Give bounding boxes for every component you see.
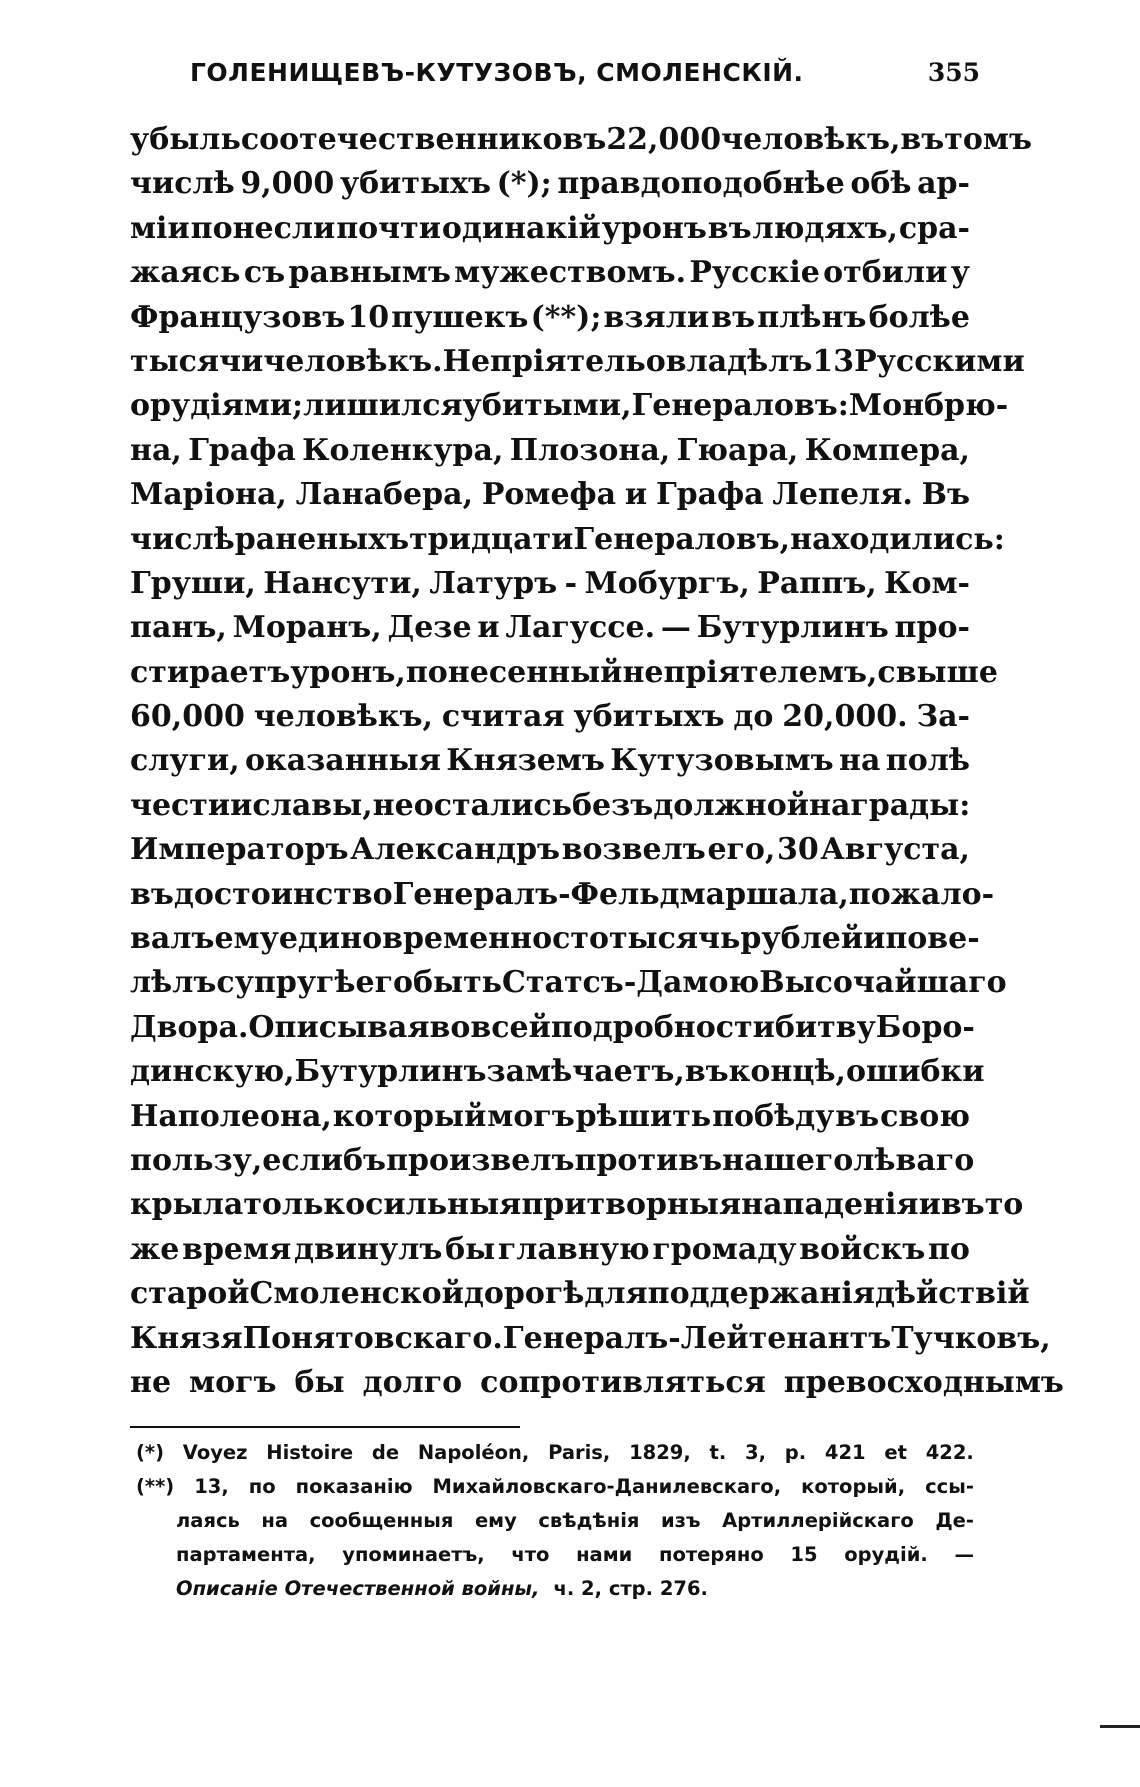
word: мужествомъ. — [454, 255, 687, 291]
word: Ромефа — [481, 477, 617, 513]
word: числѣ — [130, 521, 235, 557]
word: главную — [497, 1231, 650, 1267]
word: въ — [900, 122, 945, 157]
text-line — [130, 384, 1009, 428]
word: замѣчаетъ, — [486, 1054, 685, 1090]
word: Бутурлинъ — [696, 610, 889, 646]
footnote-word: упоминаетъ, — [342, 1543, 485, 1566]
word: единовременно — [278, 921, 553, 957]
text-line — [130, 1361, 1064, 1405]
text-line — [130, 473, 970, 517]
footnote-2-line — [136, 1504, 974, 1538]
word: лишился — [303, 388, 463, 424]
footnote-word: ему — [474, 1509, 517, 1532]
word: ему — [214, 921, 279, 957]
word: Генераловъ, — [573, 521, 791, 557]
footnote-word: Histoire — [266, 1441, 354, 1464]
word: съ — [243, 255, 286, 291]
word: Генералъ-Лейтенантъ — [502, 1320, 892, 1356]
word: почти — [336, 210, 441, 246]
footnote-word: что — [511, 1543, 550, 1566]
text-line — [130, 1183, 1024, 1227]
word: Раппъ, — [757, 565, 877, 601]
word: пожало- — [848, 876, 995, 912]
text-line — [130, 651, 998, 695]
word: обѣ — [850, 166, 912, 202]
footnote-word: Артиллерійскаго — [722, 1509, 914, 1532]
text-line — [130, 1228, 970, 1272]
footnote-word: 1829, — [629, 1441, 691, 1464]
word: подробности — [550, 1009, 775, 1045]
word: крыла — [130, 1187, 244, 1223]
word: Фельдмаршала, — [570, 876, 849, 912]
word: свою — [880, 1098, 970, 1134]
word: который — [332, 1098, 487, 1134]
word: Французовъ — [130, 299, 346, 335]
word: — — [660, 610, 691, 646]
word: Компера, — [804, 432, 970, 468]
word: Груши, — [130, 565, 256, 601]
word: Ланабера, — [295, 477, 474, 513]
word: одинакій — [441, 210, 601, 246]
footnote-word: орудій. — [844, 1543, 928, 1566]
word: числѣ — [130, 166, 235, 202]
footnote-word: 13, — [194, 1475, 229, 1498]
word: концѣ, — [728, 1054, 847, 1090]
text-line — [130, 784, 970, 828]
word: его, — [707, 832, 776, 868]
text-line — [130, 695, 970, 739]
word: и — [230, 787, 253, 823]
footnote-word: нами — [576, 1543, 633, 1566]
footnote-word: et — [884, 1441, 907, 1464]
word: убитыхъ — [339, 166, 491, 202]
word: непріятелемъ, — [622, 654, 878, 690]
word: убитыхъ — [573, 699, 725, 735]
word: бы — [294, 1364, 345, 1400]
word: Плозона, — [509, 432, 671, 468]
word: Графа — [188, 432, 296, 468]
word: тысячь — [608, 921, 741, 957]
text-line — [130, 961, 1007, 1005]
word: притворныя — [521, 1187, 742, 1223]
word: чести — [130, 787, 231, 823]
word: 9,000 — [240, 166, 335, 202]
word: долго — [362, 1364, 463, 1400]
footnote-word: de — [371, 1441, 400, 1464]
word: - — [558, 876, 571, 912]
word: понесли — [190, 210, 336, 246]
footnote-word: свѣдѣнія — [538, 1509, 640, 1532]
word: нападенія — [741, 1187, 919, 1223]
word: Статсъ-Дамою — [502, 965, 760, 1001]
word: Ком- — [884, 565, 970, 601]
footnote-word: Paris, — [548, 1441, 611, 1464]
word: и — [624, 477, 648, 513]
text-line — [130, 1139, 975, 1183]
word: находились: — [790, 521, 1005, 557]
word: убитыми, — [462, 388, 632, 424]
word: быть — [413, 965, 503, 1001]
footnote-word: Де- — [935, 1509, 974, 1532]
text-line — [130, 606, 970, 650]
word: Смоленской — [249, 1276, 464, 1312]
text-line — [130, 162, 970, 206]
word: Августа, — [820, 832, 970, 868]
text-line — [130, 251, 970, 295]
word: оказанныя — [245, 743, 441, 779]
word: Александръ — [350, 832, 561, 868]
word: въ — [684, 1054, 729, 1090]
footnote-word: показанію — [295, 1475, 413, 1498]
word: 10 — [347, 299, 390, 335]
word: Князя — [130, 1320, 243, 1356]
word: плѣнъ — [757, 299, 867, 335]
footnote-word: (**) — [136, 1475, 175, 1498]
footnote-word: на — [261, 1509, 289, 1532]
text-line — [130, 1317, 1051, 1361]
word: повe- — [885, 921, 980, 957]
word: противъ — [574, 1142, 723, 1178]
word: только — [243, 1187, 366, 1223]
word: для — [584, 1276, 648, 1312]
word: Княземъ — [446, 743, 605, 779]
word: рѣшить — [575, 1098, 712, 1134]
word: пушекъ — [391, 299, 529, 335]
word: Описывая — [248, 1009, 430, 1045]
word: ошибки — [846, 1054, 985, 1090]
footnote-word: 15 — [790, 1543, 818, 1566]
word: сильныя — [365, 1187, 522, 1223]
body-text — [130, 118, 1064, 1405]
footnote-word: p. — [784, 1441, 807, 1464]
word: про- — [894, 610, 970, 646]
word: Бутурлинъ — [294, 1054, 487, 1090]
word: Графа — [655, 477, 764, 513]
word: войскъ — [799, 1231, 926, 1267]
word: Генераловъ: — [631, 388, 849, 424]
footnote-word: 3, — [745, 1441, 767, 1464]
word: на, — [130, 432, 182, 468]
text-line — [130, 1272, 1030, 1316]
word: не — [372, 787, 414, 823]
word: превосходнымъ — [783, 1364, 1064, 1400]
running-head: ГОЛЕНИЩЕВЪ-КУТУЗОВЪ, СМОЛЕНСКІЙ. — [190, 58, 804, 87]
word: Дезе — [387, 610, 472, 646]
word: понесенный — [405, 654, 623, 690]
word: правдоподобнѣе — [557, 166, 845, 202]
word: и — [918, 1187, 941, 1223]
word: Боро- — [875, 1009, 975, 1045]
word: бы — [445, 1231, 496, 1267]
text-line — [130, 518, 1005, 562]
word: человѣкъ, — [721, 122, 901, 157]
word: сто — [552, 921, 609, 957]
word: поддержанія — [647, 1276, 875, 1312]
word: награды: — [808, 787, 971, 823]
word: лѣлъ — [130, 965, 217, 1001]
word: Непріятель — [442, 343, 646, 379]
word: уронъ — [601, 210, 707, 246]
footnote-word: (*) — [136, 1441, 165, 1464]
word: по — [927, 1231, 970, 1267]
footnote-word: потеряно — [658, 1543, 764, 1566]
text-line — [130, 917, 980, 961]
footnote-2-source — [136, 1572, 974, 1606]
word: 20,000. — [782, 699, 908, 735]
word: слуги, — [130, 743, 240, 779]
page-number: 355 — [927, 58, 980, 87]
footnote-word: Napoléon, — [417, 1441, 530, 1464]
footnote-word: Михайловскаго-Данилевскаго, — [432, 1475, 782, 1498]
word: Нансути, — [263, 565, 422, 601]
word: тысячи — [130, 343, 264, 379]
word: болѣе — [868, 299, 970, 335]
word: Мобургъ, — [584, 565, 750, 601]
word: 60,000 — [130, 699, 245, 735]
footnote-source-ref: ч. 2, стр. 276. — [553, 1577, 708, 1600]
word: человѣкъ, — [253, 699, 433, 735]
word: уронъ, — [290, 654, 406, 690]
word: у — [950, 255, 970, 291]
word: (*); — [496, 166, 552, 202]
word: время — [182, 1231, 292, 1267]
word: не — [130, 1364, 172, 1400]
footnote-1 — [136, 1436, 974, 1470]
word: Гюара, — [676, 432, 799, 468]
word: во — [429, 1009, 471, 1045]
word: произвелъ — [386, 1142, 575, 1178]
text-line — [130, 1006, 975, 1050]
word: 22,000 — [606, 122, 722, 157]
word: Императоръ — [130, 832, 349, 868]
word: остались — [413, 787, 573, 823]
footnote-word: 422. — [925, 1441, 974, 1464]
word: то — [984, 1187, 1024, 1223]
word: Лагуссе. — [505, 610, 656, 646]
word: тридцати — [409, 521, 574, 557]
word: побѣду — [712, 1098, 835, 1134]
word: громаду — [652, 1231, 797, 1267]
text-line — [130, 828, 970, 872]
word: славы, — [252, 787, 373, 823]
text-line — [130, 873, 995, 917]
word: равнымъ — [288, 255, 451, 291]
word: Коленкура, — [302, 432, 504, 468]
word: томъ — [944, 122, 1032, 157]
word: возвелъ — [561, 832, 706, 868]
word: сопротивляться — [480, 1364, 766, 1400]
text-line — [130, 1050, 985, 1094]
word: 13 — [812, 343, 855, 379]
word: супругѣ — [216, 965, 356, 1001]
word: (**); — [530, 299, 602, 335]
footnote-word: партамента, — [176, 1543, 316, 1566]
word: въ — [707, 210, 752, 246]
word: старой — [130, 1276, 250, 1312]
word: динскую, — [130, 1054, 295, 1090]
text-line — [130, 207, 970, 251]
word: и — [477, 610, 500, 646]
word: Высочайшаго — [759, 965, 1007, 1001]
word: Моранъ, — [232, 610, 382, 646]
word: Монбрю- — [848, 388, 1009, 424]
text-line — [130, 296, 970, 340]
word: жаясь — [130, 255, 241, 291]
word: могъ — [189, 1364, 277, 1400]
footnote-word: 421 — [824, 1441, 866, 1464]
word: За- — [916, 699, 970, 735]
word: человѣкъ. — [263, 343, 443, 379]
word: лѣваго — [853, 1142, 975, 1178]
word: Тучковъ, — [891, 1320, 1051, 1356]
footnote-divider — [130, 1426, 520, 1428]
word: соотечественниковъ — [240, 122, 607, 157]
word: считая — [441, 699, 565, 735]
word: валъ — [130, 921, 215, 957]
word: отбили — [823, 255, 948, 291]
word: въ — [940, 1187, 985, 1223]
word: Русскіе — [689, 255, 820, 291]
word: полѣ — [885, 743, 970, 779]
word: свыше — [877, 654, 998, 690]
text-line — [130, 562, 970, 606]
word: Кутузовымъ — [610, 743, 834, 779]
footnote-2-line — [136, 1470, 974, 1504]
word: людяхъ, — [752, 210, 898, 246]
word: должной — [653, 787, 809, 823]
text-line — [130, 739, 970, 783]
footnote-2-line — [136, 1538, 974, 1572]
footnote-word: лаясь — [176, 1509, 240, 1532]
footnote-word: Voyez — [182, 1441, 248, 1464]
word: Генералъ — [392, 876, 559, 912]
word: панъ, — [130, 610, 227, 646]
word: нашего — [722, 1142, 854, 1178]
word: - — [564, 565, 578, 601]
word: Двора. — [130, 1009, 249, 1045]
word: раненыхъ — [234, 521, 410, 557]
word: стираетъ — [130, 654, 291, 690]
footnote-word: — — [954, 1543, 974, 1566]
word: всей — [470, 1009, 551, 1045]
word: взяли — [603, 299, 710, 335]
word: могъ — [487, 1098, 575, 1134]
text-line — [130, 1095, 970, 1139]
word: Понятовскаго. — [242, 1320, 503, 1356]
word: міи — [130, 210, 190, 246]
word: 30 — [777, 832, 819, 868]
word: Маріона, — [130, 477, 287, 513]
word: ар- — [917, 166, 970, 202]
footnote-word: по — [248, 1475, 276, 1498]
word: дорогѣ — [463, 1276, 585, 1312]
word: пользу, — [130, 1142, 263, 1178]
word: Наполеона, — [130, 1098, 332, 1134]
text-line — [130, 429, 970, 473]
word: двинулъ — [293, 1231, 443, 1267]
word: безъ — [572, 787, 654, 823]
footnote-word: сообщенныя — [309, 1509, 454, 1532]
word: еслибъ — [262, 1142, 387, 1178]
word: достоинство — [173, 876, 393, 912]
text-line — [130, 118, 1032, 162]
word: до — [733, 699, 774, 735]
word: дѣйствій — [874, 1276, 1030, 1312]
word: рублей — [740, 921, 864, 957]
word: убыль — [130, 122, 241, 157]
word: битву — [774, 1009, 876, 1045]
word: орудіями; — [130, 388, 304, 424]
word: овладѣлъ — [645, 343, 813, 379]
word: же — [130, 1231, 180, 1267]
word: и — [863, 921, 886, 957]
word: въ — [130, 876, 174, 912]
word: Латуръ — [429, 565, 558, 601]
footnote-word: который, — [801, 1475, 906, 1498]
text-line — [130, 340, 1025, 384]
page-header — [190, 58, 990, 98]
footnotes — [136, 1436, 974, 1606]
footnote-word: ссы- — [925, 1475, 974, 1498]
word: въ — [835, 1098, 880, 1134]
word: на — [839, 743, 881, 779]
word: Лепеля. — [772, 477, 913, 513]
word: въ — [711, 299, 756, 335]
word: сра- — [898, 210, 970, 246]
footnote-word: изъ — [660, 1509, 701, 1532]
footnote-word: t. — [709, 1441, 727, 1464]
footnote-source-title: Описаніе Отечественной войны, — [176, 1577, 540, 1600]
margin-mark — [1100, 1725, 1140, 1728]
word: его — [355, 965, 413, 1001]
word: Въ — [921, 477, 970, 513]
word: Русскими — [854, 343, 1025, 379]
